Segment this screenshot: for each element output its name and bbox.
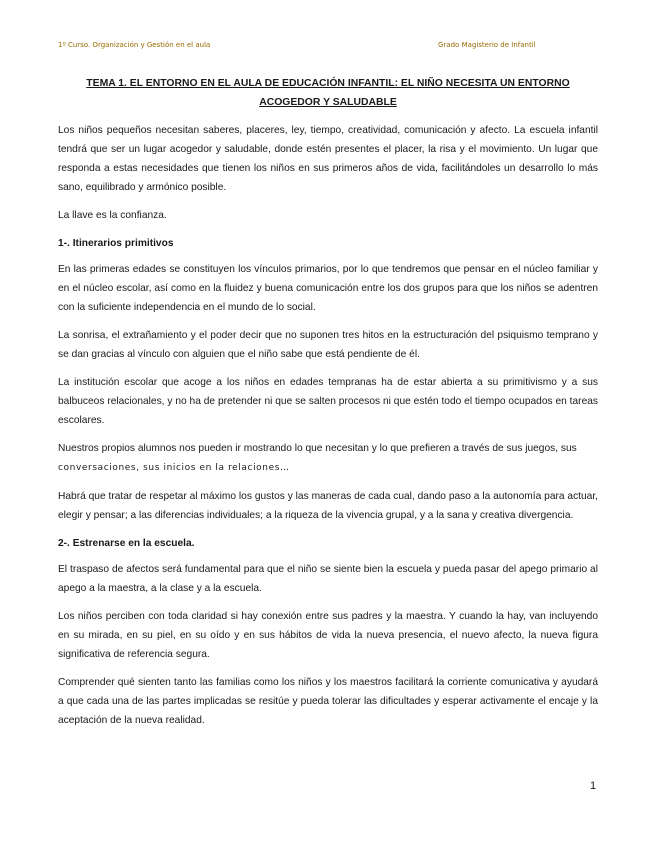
section-2-paragraph-2: Los niños perciben con toda claridad si hay conexión entre sus padres y la maestra. Y cuando la hay, van incluyendo en su mirada, en su piel, en su oído y en sus hábitos de vida la nueva presencia, el nuevo afecto, la nueva figura significativa de referencia segura. — [58, 611, 598, 660]
paragraph-4-text: Nuestros propios alumnos nos pueden ir mostrando lo que necesitan y lo que prefieren a través de sus juegos, sus — [58, 443, 577, 454]
document-body — [58, 74, 598, 739]
intro-paragraph: Los niños pequeños necesitan saberes, placeres, ley, tiempo, creatividad, comunicación y afecto. La escuela infantil tendrá que ser un lugar acogedor y saludable, donde estén presentes el placer, la risa y el movimiento. Un lugar que responda a estas necesidades que tienen los niños en sus primeros años de vida, facilitándoles un desarrollo lo más sano, equilibrado y armónico posible. — [58, 125, 598, 193]
section-1-paragraph-2: La sonrisa, el extrañamiento y el poder decir que no suponen tres hitos en la estructuración del psiquismo temprano y se dan gracias al vínculo con alguien que el niño sabe que está pendiente de él. — [58, 330, 598, 360]
section-2-paragraph-3: Comprender qué sienten tanto las familias como los niños y los maestros facilitará la corriente comunicativa y ayudará a que cada una de las partes implicadas se resitúe y pueda tolerar las dificultades y esperar activamente el encaje y la aceptación de la nueva realidad. — [58, 677, 598, 726]
header-course: 1º Curso. Organización y Gestión en el aula — [58, 41, 211, 49]
header-degree: Grado Magisterio de Infantil — [438, 41, 536, 49]
section-1-paragraph-3: La institución escolar que acoge a los niños en edades tempranas ha de estar abierta a su primitivismo y a sus balbuceos relacionales, y no ha de pretender ni que se salten procesos ni que estén todo el tiempo ocupados en tareas escolares. — [58, 377, 598, 426]
section-1-paragraph-1: En las primeras edades se constituyen los vínculos primarios, por lo que tendremos que pensar en el núcleo familiar y en el núcleo escolar, así como en la fluidez y buena comunicación entre los dos grupos para que los niños se adentren con la suficiente independencia en el mundo de lo social. — [58, 264, 598, 313]
title-line-1: TEMA 1. EL ENTORNO EN EL AULA DE EDUCACIÓN INFANTIL: EL NIÑO NECESITA UN ENTORNO — [86, 78, 570, 89]
title-line-2: ACOGEDOR Y SALUDABLE — [259, 97, 397, 108]
section-1-heading: 1-. Itinerarios primitivos — [58, 238, 174, 249]
key-sentence: La llave es la confianza. — [58, 210, 167, 221]
page-number: 1 — [590, 780, 597, 792]
section-2-paragraph-1: El traspaso de afectos será fundamental para que el niño se siente bien la escuela y pueda pasar del apego primario al apego a la maestra, a la clase y a la escuela. — [58, 564, 598, 594]
paragraph-4-continuation: conversaciones, sus inicios en la relaciones… — [58, 463, 290, 473]
section-1-paragraph-5: Habrá que tratar de respetar al máximo los gustos y las maneras de cada cual, dando paso a la autonomía para actuar, elegir y pensar; a las diferencias individuales; a la riqueza de la vivencia grupal, y a la sana y creativa divergencia. — [58, 491, 598, 521]
section-2-heading: 2-. Estrenarse en la escuela. — [58, 538, 195, 549]
document-title — [58, 74, 598, 112]
section-1-paragraph-4 — [58, 439, 598, 478]
